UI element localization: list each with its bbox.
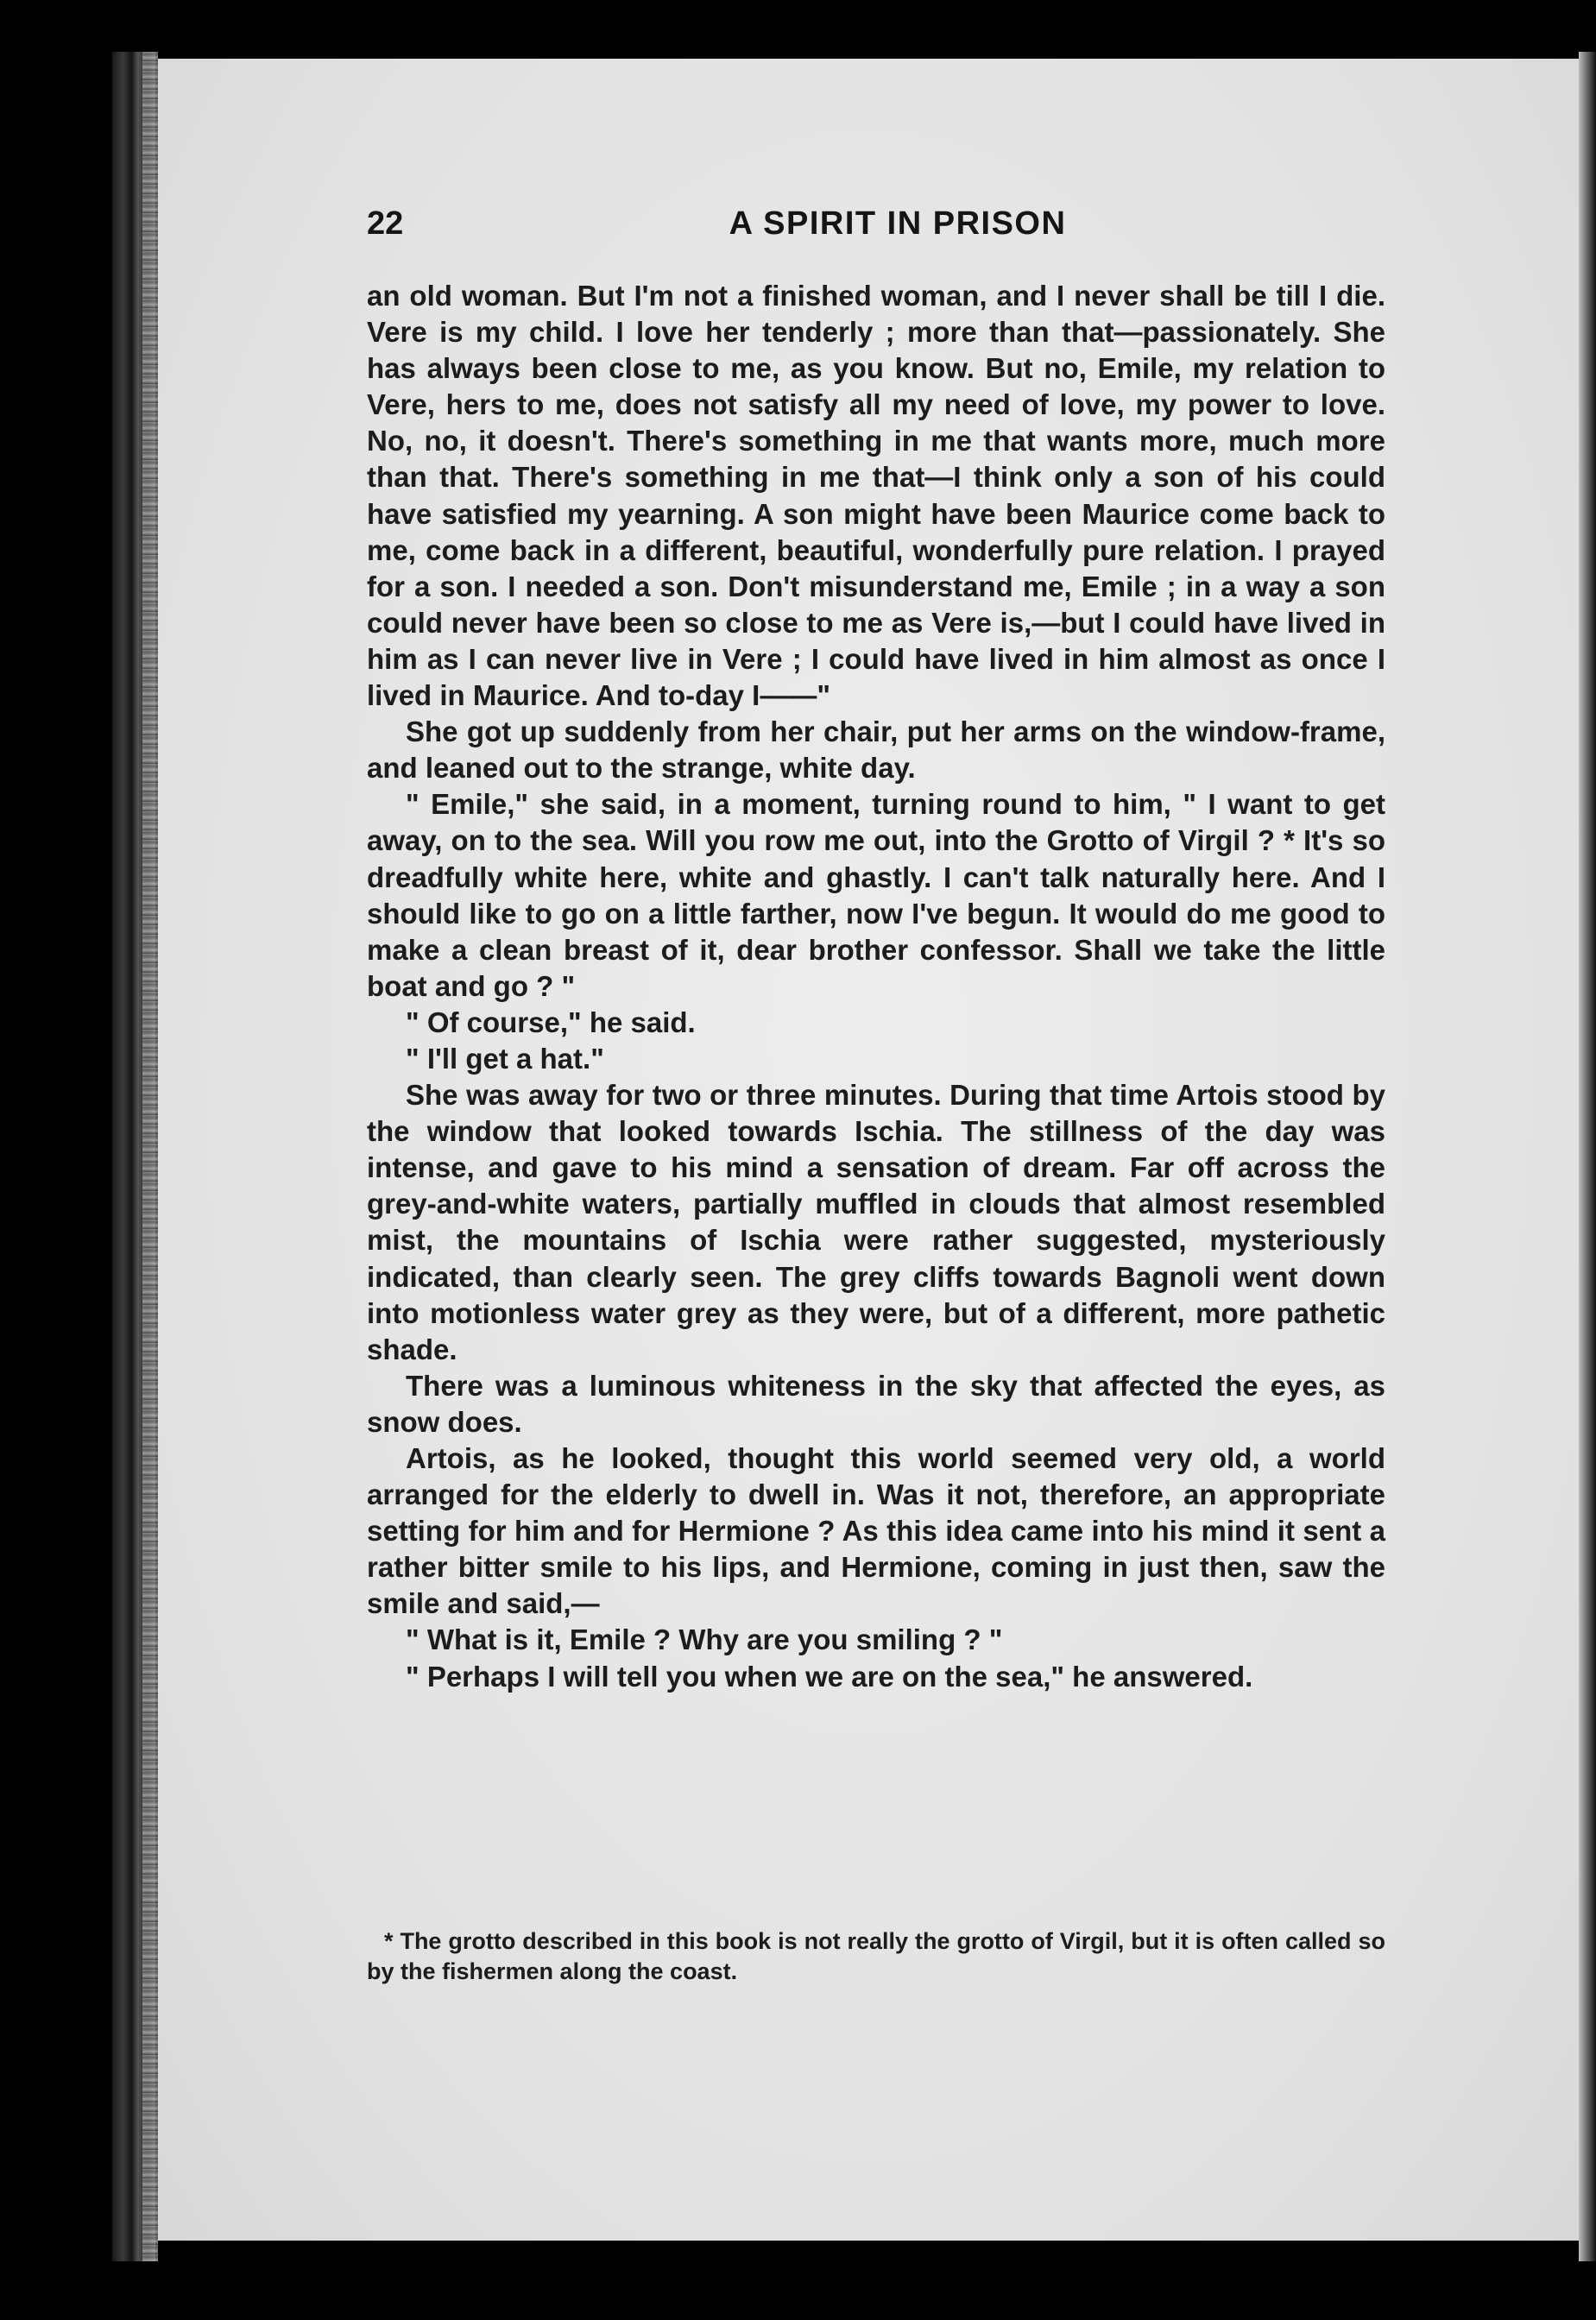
paragraph: She was away for two or three minutes. During that time Artois stood by the window that looked towards Ischia. The stillness of the day was intense, and gave to his mind a sensation of dream. Far off across the grey-and-white waters, partially muffled in clouds that almost resembled mist, the mountains of Ischia were rather suggested, mysteriously indicated, than clearly seen. The grey cliffs towards Bagnoli went down into motionless water grey as they were, but of a different, more pathetic shade. [367,1079,1385,1365]
paragraph: " Emile," she said, in a moment, turning round to him, " I want to get away, on to the sea. Will you row me out, into the Grotto of Virgil ? * It's so dreadfully white here, white and ghastly. I can't talk naturally here. And I should like to go on a little farther, now I've begun. It would do me good to make a clean breast of it, dear brother confessor. Shall we take the little boat and go ? " [367,788,1385,1002]
footnote: * The grotto described in this book is not really the grotto of Virgil, but it is often called so by the fishermen along the coast. [367,1928,1385,1984]
binding-edge [142,52,158,2261]
paragraph: She got up suddenly from her chair, put her arms on the window-frame, and leaned out to the strange, white day. [367,716,1385,785]
page-number: 22 [367,205,404,242]
body-text [367,278,1385,1695]
running-title: A SPIRIT IN PRISON [729,205,1067,242]
page-header [367,205,1385,249]
paragraph: " What is it, Emile ? Why are you smiling ? " [406,1623,1003,1656]
page-right-edge [1579,52,1596,2261]
paragraph: Artois, as he looked, thought this world seemed very old, a world arranged for the elderly to dwell in. Was it not, therefore, an appropriate setting for him and for Hermione ? As this idea came into his mind it sent a rather bitter smile to his lips, and Hermione, coming in just then, saw the smile and said,— [367,1442,1385,1620]
paragraph: " Of course," he said. [406,1006,696,1038]
paragraph: " I'll get a hat." [406,1042,604,1075]
paragraph: There was a luminous whiteness in the sky that affected the eyes, as snow does. [367,1369,1385,1438]
paragraph: " Perhaps I will tell you when we are on the sea," he answered. [406,1660,1253,1693]
paragraph: an old woman. But I'm not a finished woman, and I never shall be till I die. Vere is my child. I love her tenderly ; more than that—passionately. She has always been close to me, as you know. But no, Emile, my relation to Vere, hers to me, does not satisfy all my need of love, my power to love. No, no, it doesn't. There's something in me that wants more, much more than that. There's something in me that—I think only a son of his could have satisfied my yearning. A son might have been Maurice come back to me, come back in a different, beautiful, wonderfully pure relation. I prayed for a son. I needed a son. Don't misunderstand me, Emile ; in a way a son could never have been so close to me as Vere is,—but I could have lived in him as I can never live in Vere ; I could have lived in him almost as once I lived in Maurice. And to-day I——" [367,280,1385,712]
